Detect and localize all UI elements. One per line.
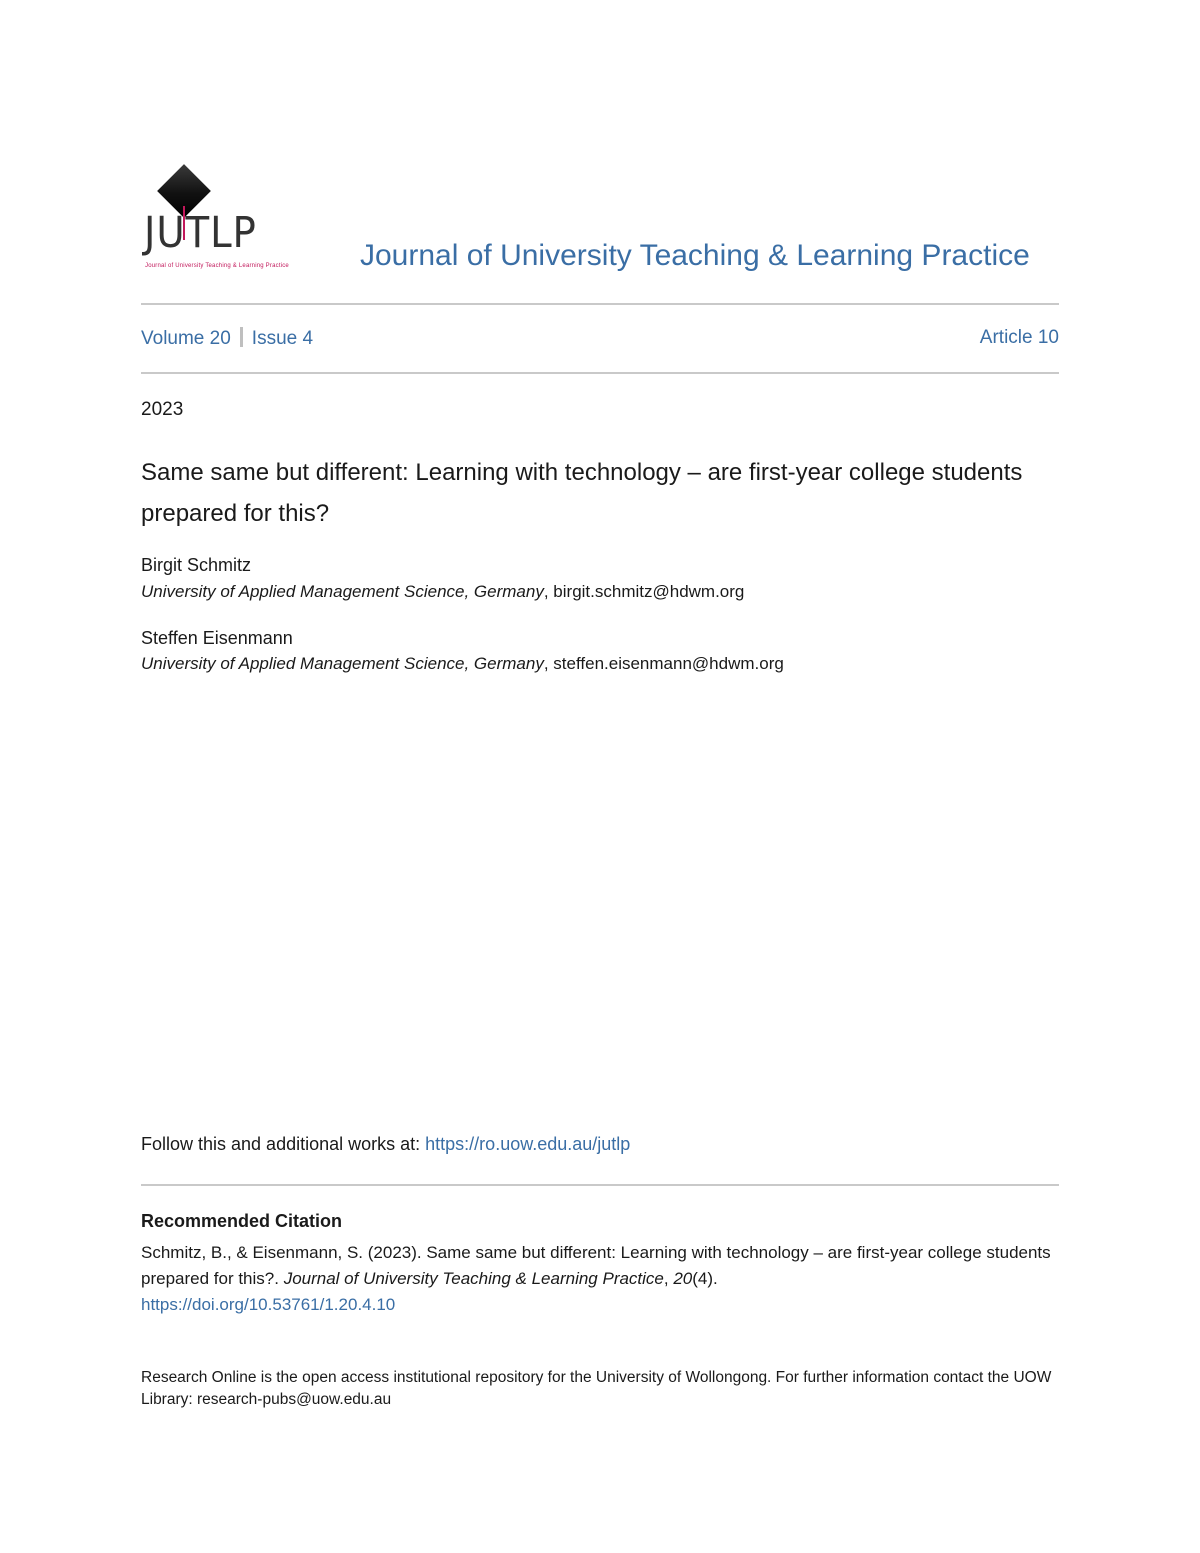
repository-link[interactable]: https://ro.uow.edu.au/jutlp bbox=[425, 1134, 631, 1154]
author-email: birgit.schmitz@hdwm.org bbox=[553, 582, 745, 601]
citation-journal: Journal of University Teaching & Learning Practice bbox=[283, 1269, 664, 1288]
volume-link[interactable]: Volume 20 bbox=[141, 328, 231, 349]
author-affiliation: University of Applied Management Science, Germany bbox=[141, 582, 544, 601]
divider bbox=[141, 303, 1059, 305]
article-title: Same same but different: Learning with technology – are first-year college students prepared for this? bbox=[141, 459, 1023, 527]
author-affiliation-line: University of Applied Management Science, Germany, birgit.schmitz@hdwm.org bbox=[141, 582, 745, 601]
follow-text: Follow this and additional works at: bbox=[141, 1134, 426, 1154]
repository-footer: Research Online is the open access institutional repository for the University of Wollongong. For further information contact the UOW Library: research-pubs@uow.edu.au bbox=[141, 1369, 1052, 1408]
publication-year: 2023 bbox=[141, 399, 184, 420]
author-name: Steffen Eisenmann bbox=[141, 628, 293, 648]
follow-line bbox=[141, 1134, 630, 1155]
author-email: steffen.eisenmann@hdwm.org bbox=[553, 654, 784, 673]
citation-authors-title: Schmitz, B., & Eisenmann, S. (2023). Same same but different: Learning with technology – are first-year college students prepared for this?. bbox=[141, 1243, 1051, 1288]
citation-text: Schmitz, B., & Eisenmann, S. (2023). Same same but different: Learning with technology – are first-year college students prepared for this?. Journal of University Teaching & Learning Practice, 20(4). https://doi.org/10.53761/1.20.4.10 bbox=[141, 1243, 1051, 1314]
logo-wordmark: JUTLP bbox=[144, 208, 257, 258]
logo-tagline: Journal of University Teaching & Learning Practice bbox=[145, 263, 289, 269]
author-affiliation: University of Applied Management Science, Germany bbox=[141, 654, 544, 673]
issue-link[interactable]: Issue 4 bbox=[251, 328, 314, 349]
divider bbox=[141, 1184, 1059, 1186]
author-name: Birgit Schmitz bbox=[141, 555, 252, 575]
citation-issue: (4) bbox=[692, 1269, 714, 1288]
author-affiliation-line: University of Applied Management Science, Germany, steffen.eisenmann@hdwm.org bbox=[141, 654, 784, 673]
citation-heading: Recommended Citation bbox=[141, 1211, 343, 1231]
divider bbox=[141, 372, 1059, 374]
issue-info-row bbox=[141, 327, 1059, 353]
separator-bar bbox=[240, 327, 243, 347]
doi-link[interactable]: https://doi.org/10.53761/1.20.4.10 bbox=[141, 1295, 396, 1314]
citation-volume: 20 bbox=[673, 1269, 693, 1288]
journal-logo bbox=[141, 166, 289, 272]
article-number-link[interactable]: Article 10 bbox=[979, 327, 1059, 348]
journal-title-link[interactable]: Journal of University Teaching & Learning Practice bbox=[360, 239, 1030, 272]
